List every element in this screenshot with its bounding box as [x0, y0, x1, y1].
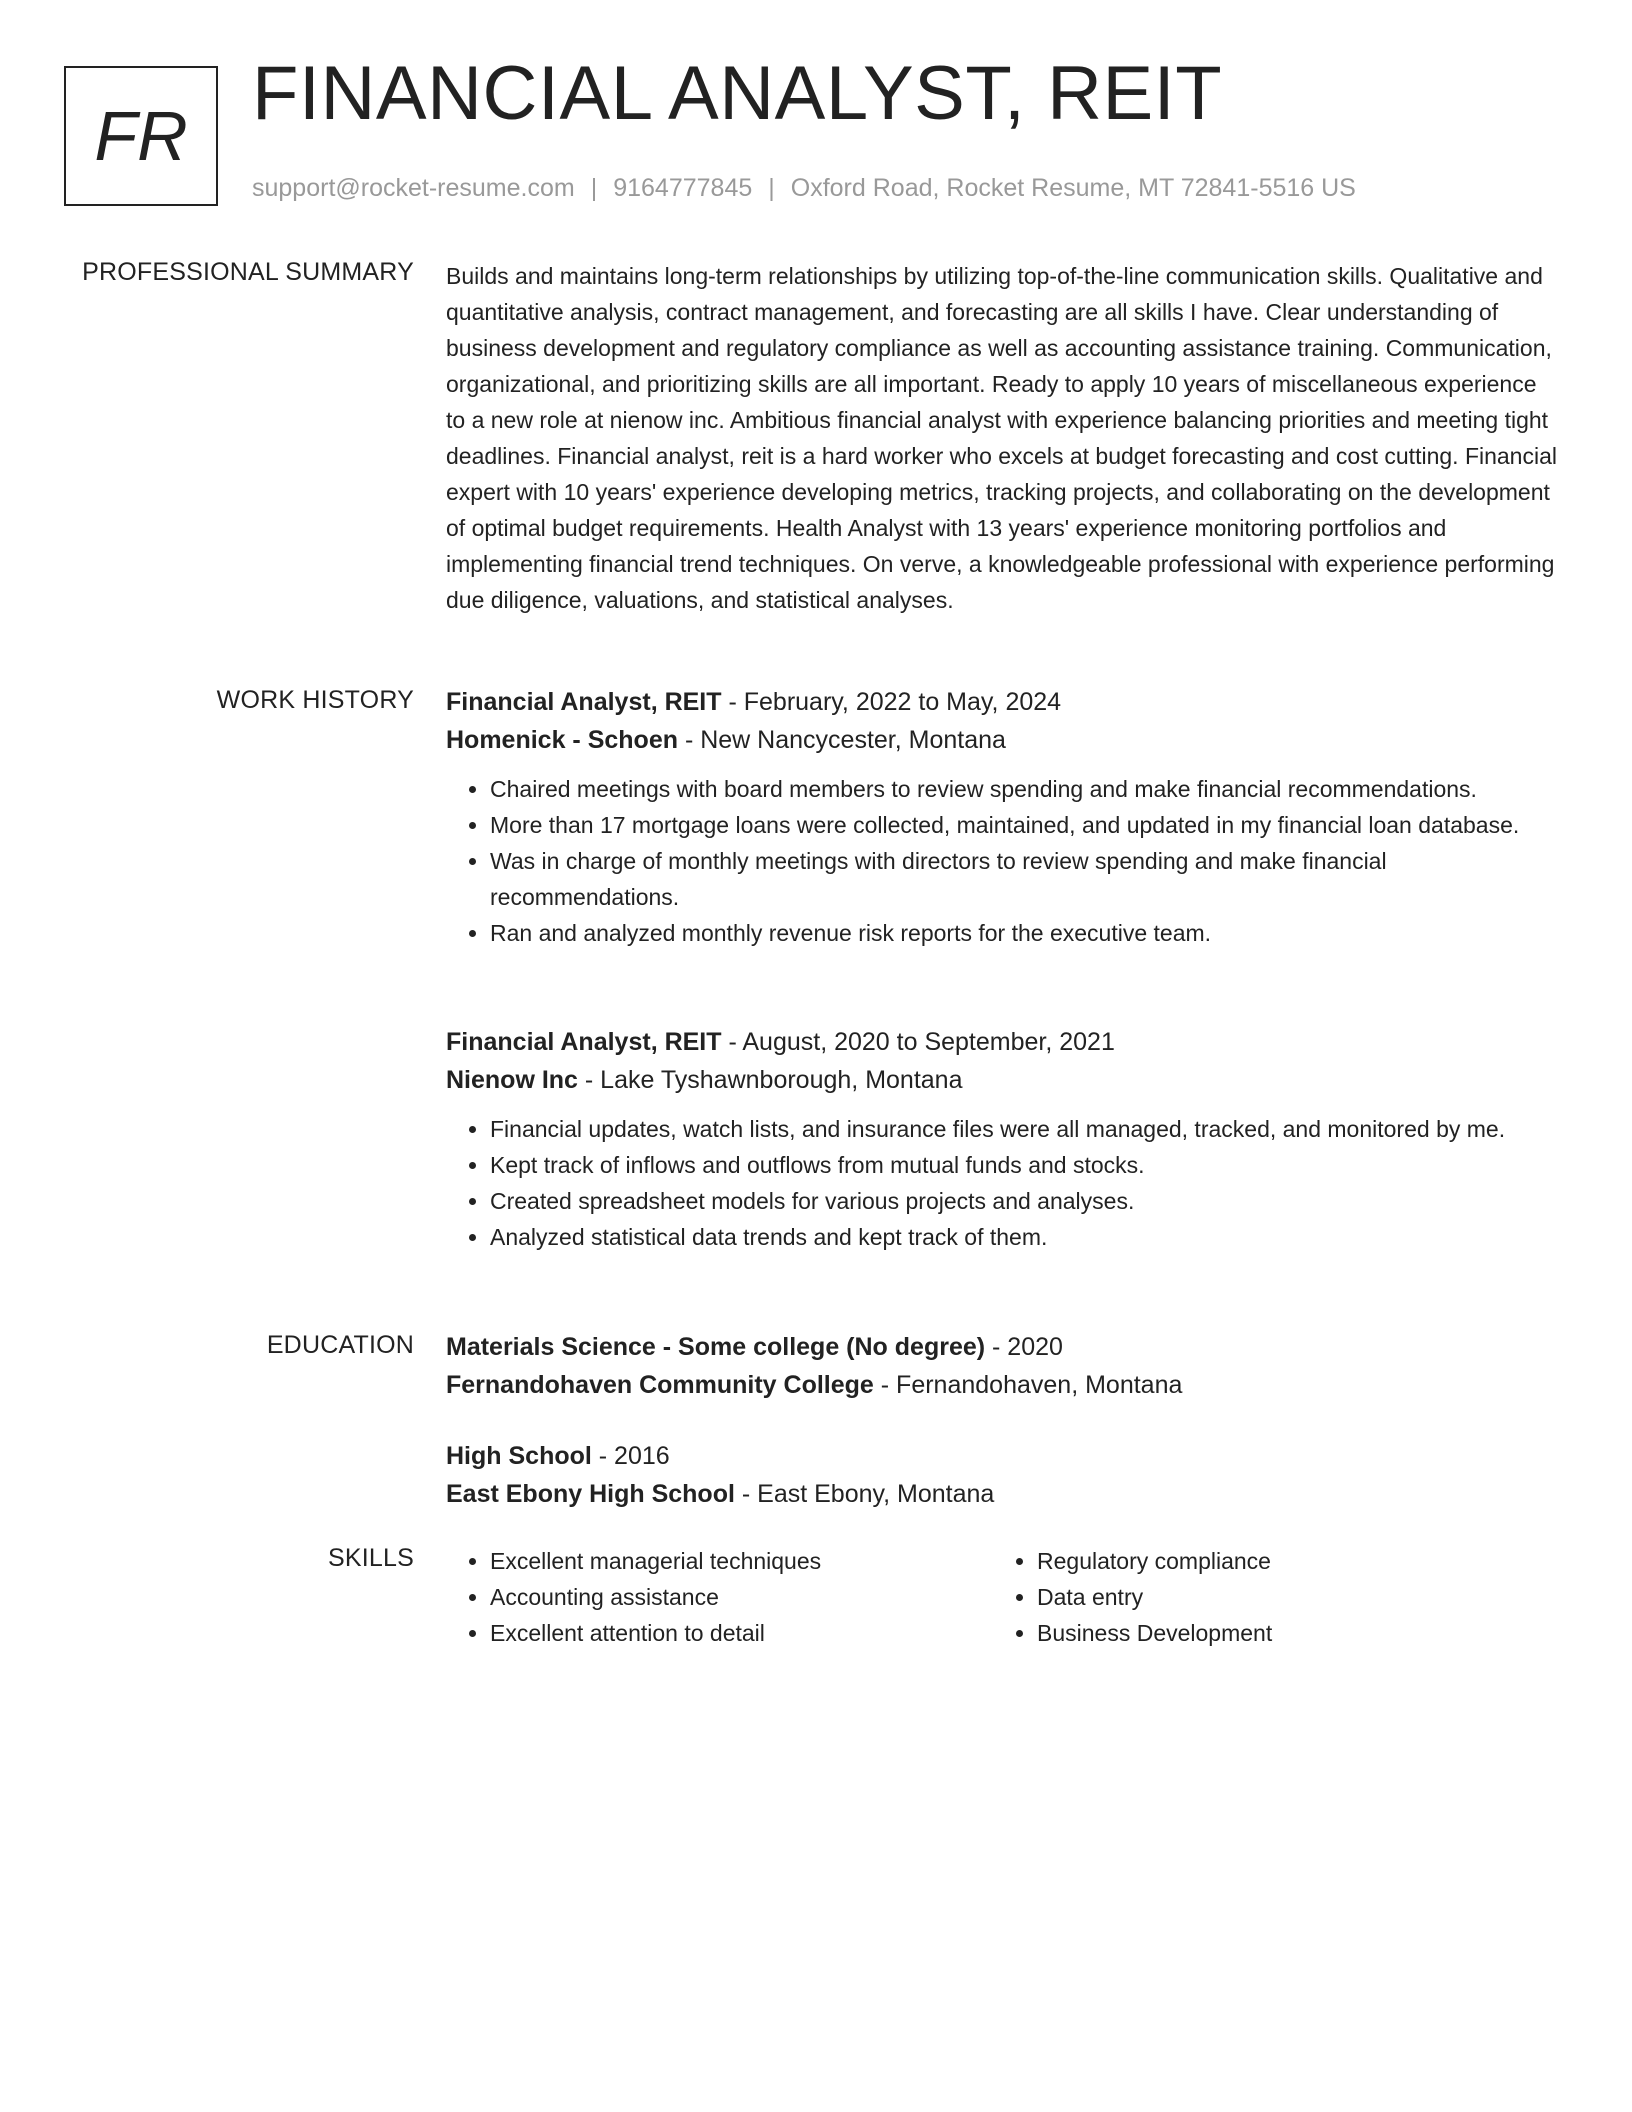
- contact-address: Oxford Road, Rocket Resume, MT 72841-5516 US: [790, 174, 1356, 202]
- skills-list-left: [446, 1543, 993, 1651]
- list-item: • More than 17 mortgage loans were collected, maintained, and updated in my financial loan database.: [490, 807, 1560, 843]
- skill-item: • Data entry: [1037, 1579, 1540, 1615]
- list-item: • Created spreadsheet models for various projects and analyses.: [490, 1183, 1560, 1219]
- degree: High School: [446, 1442, 592, 1470]
- list-item: • Analyzed statistical data trends and kept track of them.: [490, 1219, 1560, 1255]
- school-line: [446, 1366, 1560, 1404]
- resume-title: FINANCIAL ANALYST, REIT: [252, 51, 1223, 136]
- summary-section: [446, 258, 1560, 618]
- contact-separator: |: [768, 174, 775, 202]
- job-location: - New Nancycester, Montana: [678, 726, 1006, 754]
- school-line: [446, 1475, 1560, 1513]
- contact-email: support@rocket-resume.com: [252, 174, 575, 202]
- school-location: - East Ebony, Montana: [734, 1480, 995, 1508]
- school-location: - Fernandohaven, Montana: [873, 1371, 1183, 1399]
- job-dates: - February, 2022 to May, 2024: [721, 688, 1062, 716]
- skill-item: • Business Development: [1037, 1615, 1540, 1651]
- summary-text: Builds and maintains long-term relationships by utilizing top-of-the-line communication skills. Qualitative and quantitative analysis, contract management, and forecasting are all skills I have. Clear understanding of business development and regulatory compliance as well as accounting assistance training. Communication, organizational, and prioritizing skills are all important. Ready to apply 10 years of miscellaneous experience to a new role at nienow inc. Ambitious financial analyst with experience balancing priorities and meeting tight deadlines. Financial analyst, reit is a hard worker who excels at budget forecasting and cost cutting. Financial expert with 10 years' experience developing metrics, tracking projects, and collaborating on the development of optimal budget requirements. Health Analyst with 13 years' experience monitoring portfolios and implementing financial trend techniques. On verve, a knowledgeable professional with experience performing due diligence, valuations, and statistical analyses.: [446, 263, 1557, 613]
- school-name: East Ebony High School: [446, 1480, 735, 1508]
- job-company: Homenick - Schoen: [446, 726, 678, 754]
- job-title-line: [446, 1023, 1560, 1061]
- job-dates: - August, 2020 to September, 2021: [721, 1028, 1115, 1056]
- job-title: Financial Analyst, REIT: [446, 1028, 722, 1056]
- skill-item: • Excellent attention to detail: [490, 1615, 993, 1651]
- degree: Materials Science - Some college (No degree): [446, 1333, 986, 1361]
- skills-columns: [446, 1543, 1560, 1651]
- section-label-skills: SKILLS: [328, 1544, 414, 1572]
- contact-line: [252, 174, 1356, 203]
- job-title: Financial Analyst, REIT: [446, 688, 722, 716]
- contact-phone: 9164777845: [613, 174, 753, 202]
- list-item: • Financial updates, watch lists, and insurance files were all managed, tracked, and monitored by me.: [490, 1111, 1560, 1147]
- skills-section: [446, 1543, 1560, 1651]
- job-bullets: [446, 1111, 1560, 1255]
- skills-list-right: [993, 1543, 1540, 1651]
- skill-item: • Accounting assistance: [490, 1579, 993, 1615]
- degree-line: [446, 1437, 1560, 1475]
- section-label-education: EDUCATION: [266, 1331, 414, 1359]
- work-entry: [446, 683, 1560, 951]
- job-bullets: [446, 771, 1560, 951]
- contact-separator: |: [590, 174, 598, 202]
- monogram-logo: FR: [64, 66, 218, 206]
- job-location: - Lake Tyshawnborough, Montana: [577, 1066, 963, 1094]
- degree-line: [446, 1328, 1560, 1366]
- education-entry: [446, 1437, 1560, 1513]
- skill-item: • Excellent managerial techniques: [490, 1543, 993, 1579]
- skill-item: • Regulatory compliance: [1037, 1543, 1540, 1579]
- section-label-summary: PROFESSIONAL SUMMARY: [82, 258, 414, 286]
- job-company: Nienow Inc: [446, 1066, 578, 1094]
- list-item: • Ran and analyzed monthly revenue risk reports for the executive team.: [490, 915, 1560, 951]
- work-entry: [446, 1023, 1560, 1255]
- job-title-line: [446, 683, 1560, 721]
- list-item: • Chaired meetings with board members to review spending and make financial recommendations.: [490, 771, 1560, 807]
- section-label-work: WORK HISTORY: [216, 686, 414, 714]
- list-item: • Kept track of inflows and outflows from mutual funds and stocks.: [490, 1147, 1560, 1183]
- education-entry: [446, 1328, 1560, 1404]
- degree-year: - 2016: [591, 1442, 670, 1470]
- list-item: • Was in charge of monthly meetings with directors to review spending and make financial recommendations.: [490, 843, 1560, 915]
- school-name: Fernandohaven Community College: [446, 1371, 874, 1399]
- job-company-line: [446, 1061, 1560, 1099]
- degree-year: - 2020: [985, 1333, 1063, 1361]
- job-company-line: [446, 721, 1560, 759]
